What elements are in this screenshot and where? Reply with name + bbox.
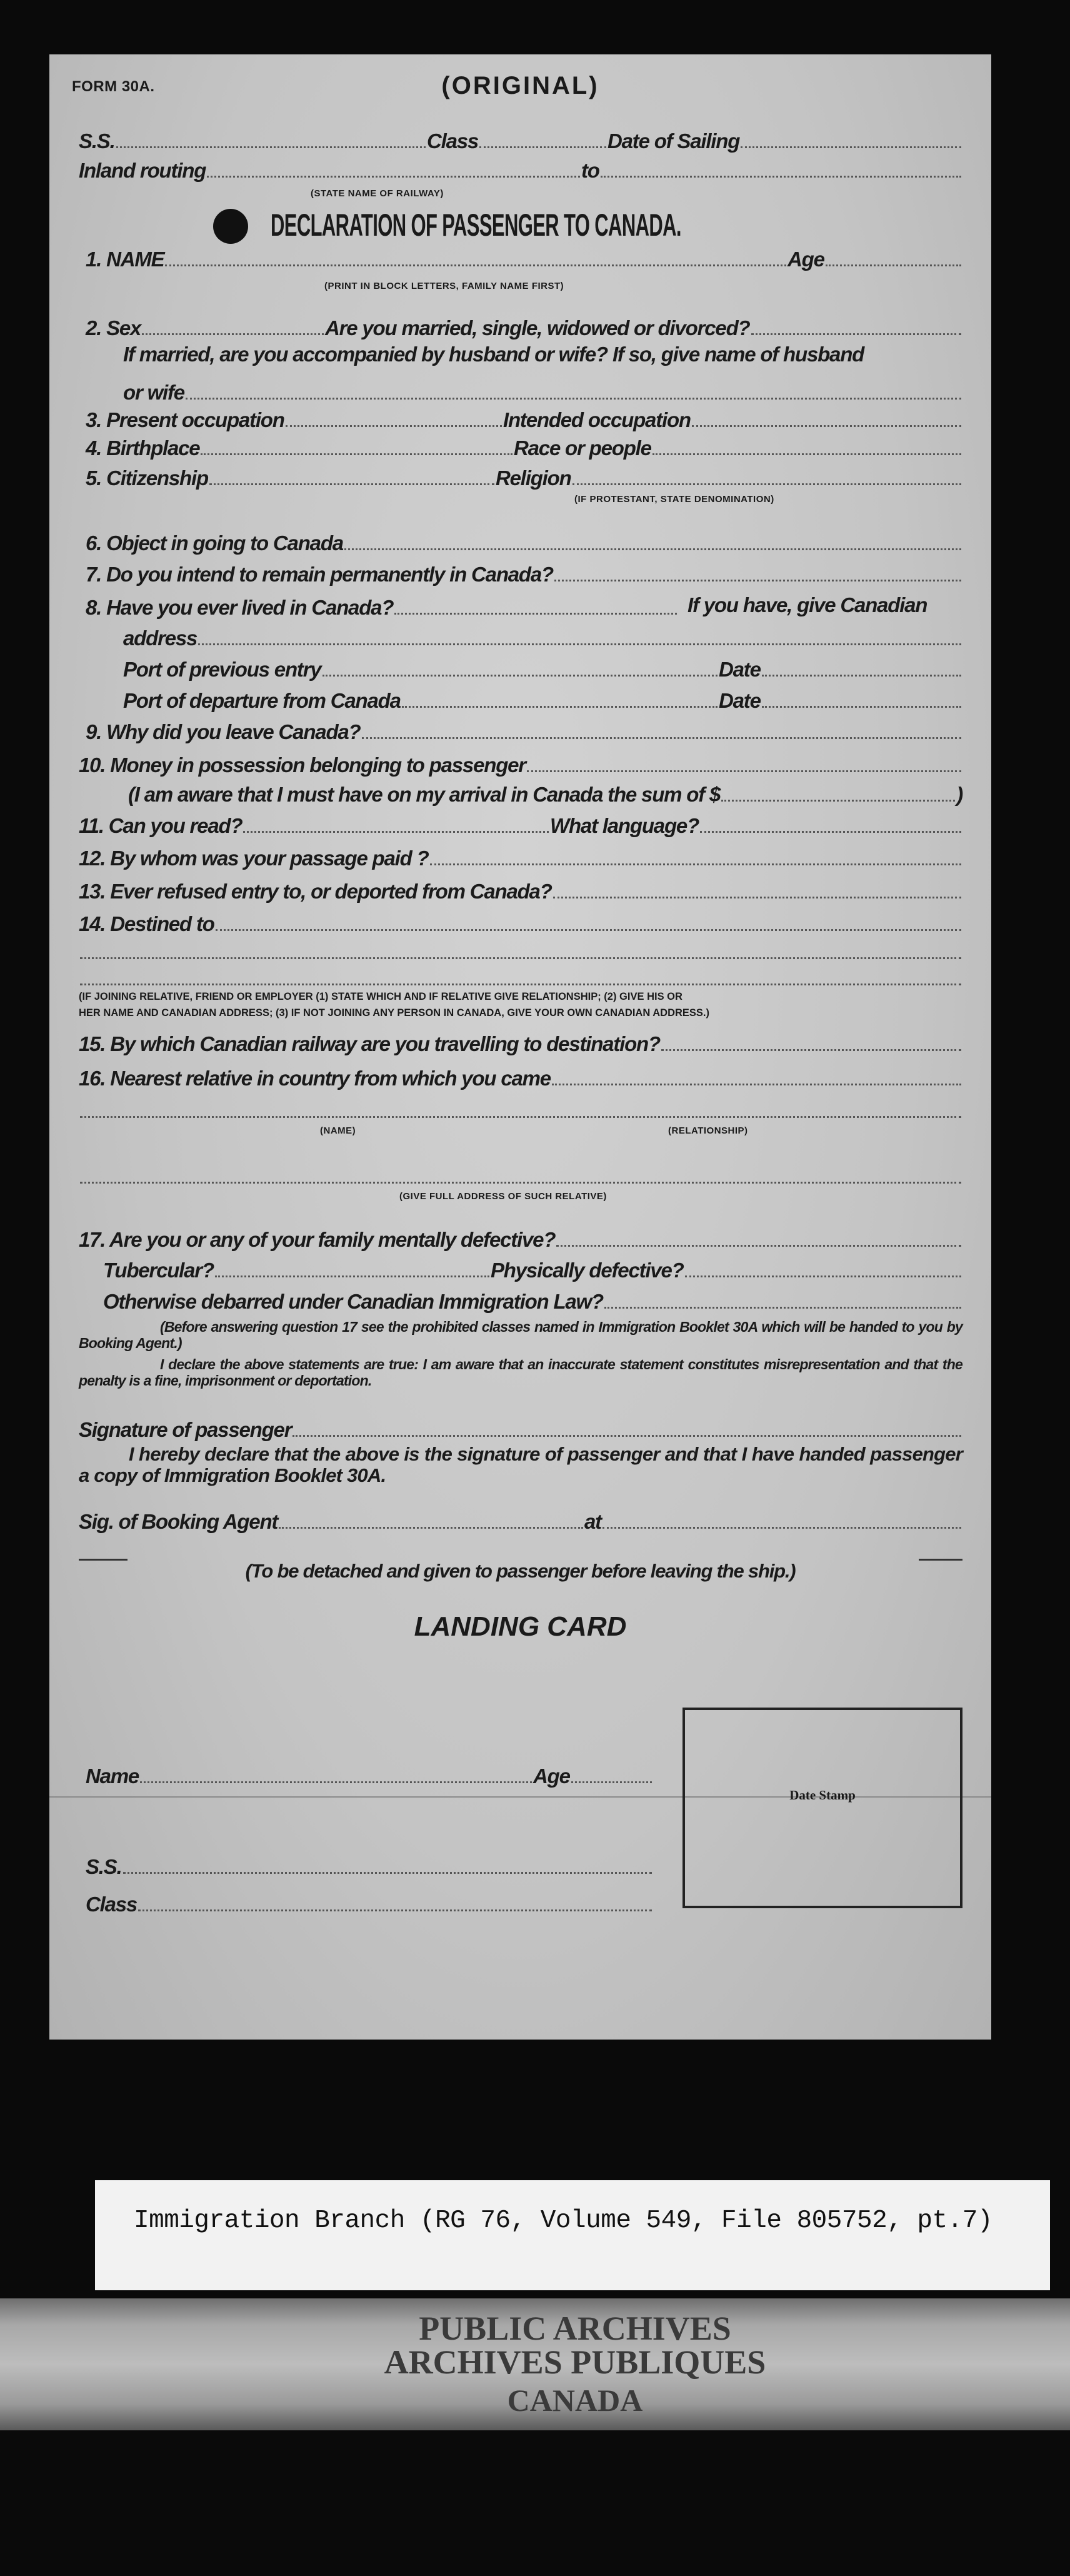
refused-entry-field[interactable] [79,879,962,904]
bullet-dot [213,209,248,244]
agent-declaration: I hereby declare that the above is the signature of passenger and that I have handed passenger a copy of Immigration Booklet 30A. [79,1443,962,1486]
q6-label: 6. Object in going to Canada [86,531,343,555]
routing-to-field[interactable] [581,158,962,183]
landing-ss-field[interactable] [86,1854,653,1879]
race-field[interactable] [514,436,962,461]
date-of-sailing-label: Date of Sailing [608,129,740,153]
q17-label: 17. Are you or any of your family mentally defective? [79,1228,556,1251]
landing-age-label: Age [533,1764,570,1788]
required-sum-field[interactable] [128,782,962,807]
date-stamp-label: Date Stamp [789,1788,856,1803]
relative-name-line[interactable] [79,1099,962,1124]
marital-status-field[interactable] [325,316,962,341]
q8e-label: Port of departure from Canada [123,689,401,712]
name-note: (PRINT IN BLOCK LETTERS, FAMILY NAME FIRST) [324,281,564,291]
archive-stamp-band [0,2298,1070,2430]
entry-date-field[interactable] [719,657,962,682]
landing-ss-label: S.S. [86,1855,122,1878]
inland-routing-label: Inland routing [79,159,206,182]
q4-label: 4. Birthplace [86,436,200,460]
q5-label: 5. Citizenship [86,466,208,490]
at-label: at [584,1510,601,1533]
language-field[interactable] [550,813,962,838]
q16-label: 16. Nearest relative in country from which you came [79,1067,551,1090]
religion-field[interactable] [496,466,962,491]
destination-line-2[interactable] [79,966,962,991]
railway-field[interactable] [79,1032,962,1057]
q7-label: 7. Do you intend to remain permanently in Canada? [86,563,553,586]
agent-location-field[interactable] [584,1509,962,1534]
q15-label: 15. By which Canadian railway are you travelling to destination? [79,1032,660,1055]
landing-class-field[interactable] [86,1892,653,1917]
q3b-label: Intended occupation [503,408,691,431]
landing-card-title: LANDING CARD [414,1611,627,1642]
name-field[interactable] [86,247,788,272]
archive-reference-label [95,2180,1050,2290]
port-departure-field[interactable] [123,688,719,713]
class-field[interactable] [427,129,608,154]
landing-age-field[interactable] [533,1764,653,1789]
lived-in-canada-field[interactable] [86,595,678,620]
relative-address-label: (GIVE FULL ADDRESS OF SUCH RELATIVE) [399,1191,607,1202]
landing-name-field[interactable] [86,1764,533,1789]
q3-label: 3. Present occupation [86,408,284,431]
booklet-note: (Before answering question 17 see the prohibited classes named in Immigration Booklet 30A which will be handed to you by Booking Agent.) [79,1319,962,1351]
citizenship-field[interactable] [86,466,496,491]
date-label: Date [719,689,761,712]
archive-stamp [0,2298,1070,2430]
q8c-label: address [123,626,198,650]
destination-note-2: HER NAME AND CANADIAN ADDRESS; (3) IF NOT JOINING ANY PERSON IN CANADA, GIVE YOUR OWN CANADIAN ADDRESS.) [79,1007,709,1019]
destined-to-field[interactable] [79,912,962,937]
physically-defective-field[interactable] [491,1258,962,1283]
to-label: to [581,159,599,182]
form-number: FORM 30A. [72,78,155,95]
booking-agent-signature-field[interactable] [79,1509,584,1534]
ss-field[interactable] [79,129,427,154]
age-field[interactable] [788,247,962,272]
date-of-sailing-field[interactable] [608,129,962,154]
passage-paid-field[interactable] [79,846,962,871]
remain-permanently-field[interactable] [86,562,962,587]
can-read-field[interactable] [79,813,550,838]
q14-label: 14. Destined to [79,912,214,935]
date-stamp-box [682,1708,962,1908]
religion-note: (IF PROTESTANT, STATE DENOMINATION) [574,494,774,505]
q2b-label: Are you married, single, widowed or divorced? [325,316,750,340]
q8-label: 8. Have you ever lived in Canada? [86,596,394,619]
declaration-statement: I declare the above statements are true: I am aware that an inaccurate statement constitutes misrepresentation and that the penalty is a fine, imprisonment or deportation. [79,1356,962,1389]
detach-note: (To be detached and given to passenger before leaving the ship.) [245,1560,796,1582]
q17d-label: Otherwise debarred under Canadian Immigration Law? [103,1290,603,1313]
date-label: Date [719,658,761,681]
q17b-label: Tubercular? [103,1259,214,1282]
age-label: Age [788,248,824,271]
relationship-label: (RELATIONSHIP) [668,1125,748,1136]
q12-label: 12. By whom was your passage paid ? [79,847,429,870]
stamp-line-3: CANADA [507,2383,643,2418]
money-field[interactable] [79,753,962,778]
q11b-label: What language? [550,814,699,837]
q13-label: 13. Ever refused entry to, or deported from Canada? [79,880,552,903]
q2d-label: or wife [123,381,184,404]
close-paren: ) [956,783,962,806]
q17c-label: Physically defective? [491,1259,684,1282]
destination-line-1[interactable] [79,940,962,965]
mentally-defective-field[interactable] [79,1227,962,1252]
stamp-line-2: ARCHIVES PUBLIQUES [384,2343,766,2381]
debarred-field[interactable] [103,1289,962,1314]
nearest-relative-field[interactable] [79,1066,962,1091]
canadian-address-field[interactable] [123,626,962,651]
archive-reference-text: Immigration Branch (RG 76, Volume 549, File 805752, pt.7) [134,2206,992,2235]
q9-label: 9. Why did you leave Canada? [86,720,361,743]
why-leave-field[interactable] [86,720,962,745]
railway-note: (STATE NAME OF RAILWAY) [311,188,444,199]
q11-label: 11. Can you read? [79,814,242,837]
intended-occupation-field[interactable] [503,408,962,433]
departure-date-field[interactable] [719,688,962,713]
q2-label: 2. Sex [86,316,141,340]
inland-routing-field[interactable] [79,158,581,183]
relative-name-label: (NAME) [320,1125,356,1136]
relative-address-line[interactable] [79,1164,962,1189]
object-field[interactable] [86,531,962,556]
q10b-label: (I am aware that I must have on my arrival in Canada the sum of $ [128,783,721,806]
q5b-label: Religion [496,466,571,490]
q4b-label: Race or people [514,436,651,460]
passenger-signature-field[interactable] [79,1417,962,1442]
signature-label: Signature of passenger [79,1418,292,1441]
q1-label: 1. NAME [86,248,164,271]
ss-label: S.S. [79,129,115,153]
q10-label: 10. Money in possession belonging to passenger [79,753,526,777]
landing-name-label: Name [86,1764,139,1788]
spouse-name-field[interactable] [123,380,962,405]
declaration-form [49,54,991,2040]
q8d-label: Port of previous entry [123,658,321,681]
booking-agent-label: Sig. of Booking Agent [79,1510,278,1533]
original-label: (ORIGINAL) [441,72,599,99]
q2c-text: If married, are you accompanied by husband or wife? If so, give name of husband [123,343,864,366]
q8b-text: If you have, give Canadian [688,593,928,616]
tubercular-field[interactable] [103,1258,491,1283]
class-label: Class [427,129,479,153]
form-title: DECLARATION OF PASSENGER TO CANADA. [271,208,681,243]
landing-class-label: Class [86,1893,138,1916]
stamp-line-1: PUBLIC ARCHIVES [419,2310,731,2347]
birthplace-field[interactable] [86,436,514,461]
present-occupation-field[interactable] [86,408,503,433]
port-previous-entry-field[interactable] [123,657,719,682]
destination-note-1: (IF JOINING RELATIVE, FRIEND OR EMPLOYER (1) STATE WHICH AND IF RELATIVE GIVE RELATIONSHIP; (2) GIVE HIS OR [79,991,682,1002]
sex-field[interactable] [86,316,325,341]
